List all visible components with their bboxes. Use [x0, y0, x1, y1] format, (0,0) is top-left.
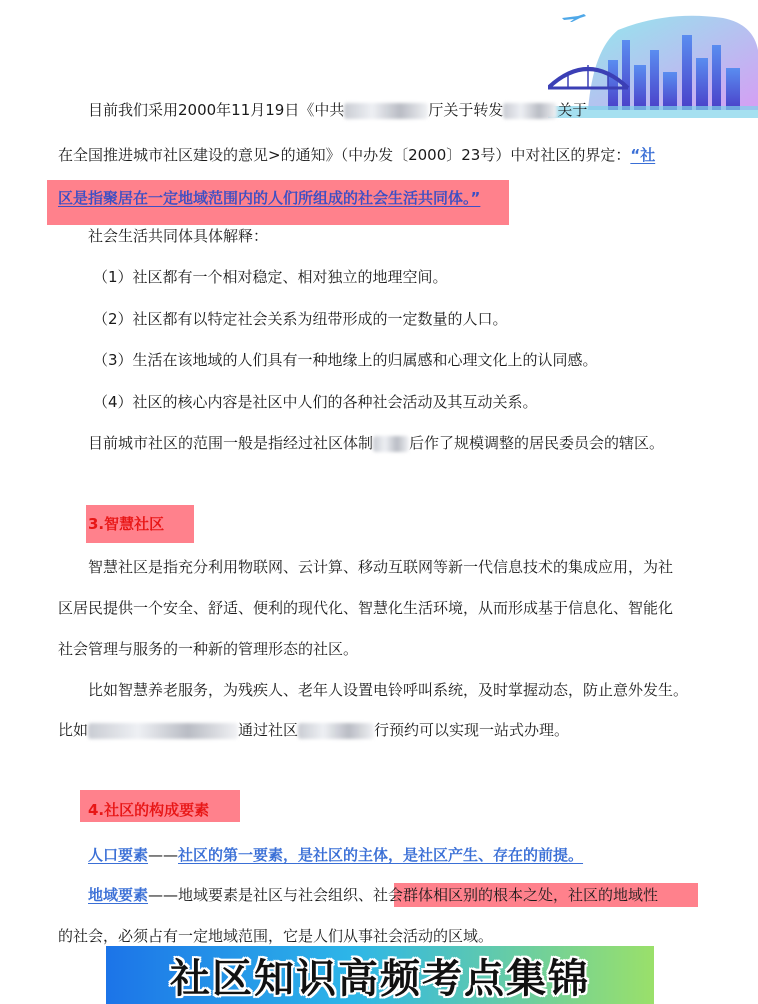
redacted-block — [344, 103, 428, 119]
explain-title: 社会生活共同体具体解释： — [88, 227, 269, 245]
intro-line-3 — [58, 188, 480, 208]
region-text-continued: 的社会，必须占有一定地域范围，它是人们从事社会活动的区域。 — [58, 927, 494, 945]
redacted-block — [298, 723, 374, 739]
dash: —— — [148, 846, 179, 864]
intro-text: 目前我们采用2000年11月19日《中共 — [88, 101, 345, 119]
smart-example-2 — [58, 720, 569, 740]
redacted-block — [503, 103, 557, 119]
population-line — [88, 845, 583, 865]
region-highlighted-text: 社会群体相区别的根本之处，社区的地域性 — [373, 886, 659, 904]
smart-paragraph: 智慧社区是指充分利用物联网、云计算、移动互联网等新一代信息技术的集成应用，为社 — [88, 558, 674, 576]
smart-example: 比如智慧养老服务，为残疾人、老年人设置电铃呼叫系统，及时掌握动态，防止意外发生。 — [88, 681, 689, 699]
population-description-link[interactable]: 社区的第一要素，是社区的主体，是社区产生、存在的前提。 — [178, 846, 584, 864]
community-definition-link[interactable]: 区是指聚居在一定地域范围内的人们所组成的社会生活共同体。” — [58, 189, 481, 207]
section-heading-composition: 4.社区的构成要素 — [88, 801, 210, 819]
scope-text: 目前城市社区的范围一般是指经过社区体制 — [88, 434, 374, 452]
example-text: 比如 — [58, 721, 89, 739]
airplane-icon — [562, 14, 586, 22]
example-text: 通过社区 — [238, 721, 299, 739]
smart-paragraph: 区居民提供一个安全、舒适、便利的现代化、智慧化生活环境，从而形成基于信息化、智能化 — [58, 599, 674, 617]
section-heading-smart-community: 3.智慧社区 — [88, 515, 165, 533]
intro-text: 关于 — [557, 101, 588, 119]
smart-paragraph: 社会管理与服务的一种新的管理形态的社区。 — [58, 640, 359, 658]
redacted-block — [88, 723, 238, 739]
example-text: 行预约可以实现一站式办理。 — [374, 721, 570, 739]
region-text: ——地域要素是社区与社会组织、 — [148, 886, 374, 904]
community-definition-link[interactable]: “社 — [630, 146, 656, 164]
explain-item: （4）社区的核心内容是社区中人们的各种社会活动及其互动关系。 — [93, 393, 538, 411]
population-element-link[interactable]: 人口要素 — [88, 846, 149, 864]
region-line — [88, 885, 658, 905]
intro-text: 厅关于转发 — [428, 101, 504, 119]
region-element-link[interactable]: 地域要素 — [88, 886, 149, 904]
intro-line-1 — [88, 100, 587, 120]
title-banner — [106, 946, 654, 1004]
scope-line — [88, 433, 664, 453]
scope-text: 后作了规模调整的居民委员会的辖区。 — [409, 434, 665, 452]
explain-item: （1）社区都有一个相对稳定、相对独立的地理空间。 — [93, 268, 448, 286]
banner-title: 社区知识高频考点集锦 — [170, 955, 590, 1002]
intro-text: 在全国推进城市社区建设的意见>的通知》（中办发〔2000〕23号）中对社区的界定： — [58, 146, 631, 164]
explain-item: （3）生活在该地域的人们具有一种地缘上的归属感和心理文化上的认同感。 — [93, 351, 598, 369]
redacted-block — [373, 436, 409, 452]
explain-item: （2）社区都有以特定社会关系为纽带形成的一定数量的人口。 — [93, 310, 508, 328]
intro-line-2 — [58, 145, 655, 165]
